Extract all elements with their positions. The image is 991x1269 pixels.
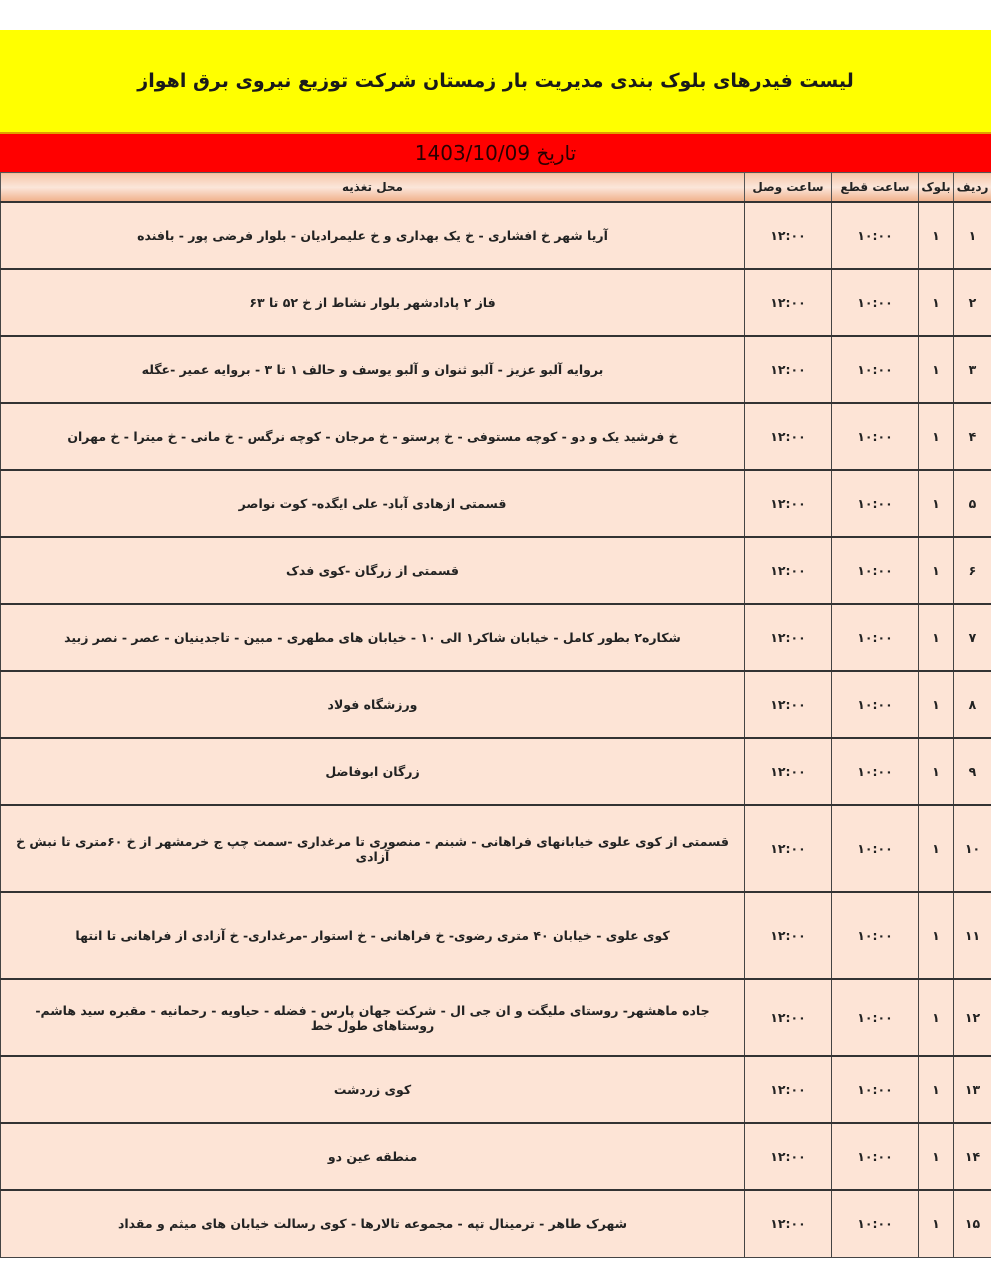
cell-block: ۱ (919, 269, 954, 336)
table-row (1, 1190, 991, 1257)
cell-row-number: ۱۳ (954, 1056, 991, 1123)
cell-cut-time: ۱۰:۰۰ (832, 202, 919, 269)
cell-cut-time: ۱۰:۰۰ (832, 269, 919, 336)
cell-cut-time: ۱۰:۰۰ (832, 738, 919, 805)
cell-connect-time: ۱۲:۰۰ (745, 537, 832, 604)
cell-row-number: ۱۱ (954, 892, 991, 979)
table-header-row (1, 173, 991, 203)
cell-connect-time: ۱۲:۰۰ (745, 979, 832, 1056)
cell-block: ۱ (919, 1190, 954, 1257)
cell-location: منطقه عین دو (1, 1123, 745, 1190)
cell-block: ۱ (919, 537, 954, 604)
cell-row-number: ۷ (954, 604, 991, 671)
cell-connect-time: ۱۲:۰۰ (745, 1123, 832, 1190)
table-row (1, 1123, 991, 1190)
title-banner (0, 30, 991, 132)
cell-location: ورزشگاه فولاد (1, 671, 745, 738)
cell-block: ۱ (919, 336, 954, 403)
cell-row-number: ۱۰ (954, 805, 991, 892)
cell-cut-time: ۱۰:۰۰ (832, 805, 919, 892)
cell-block: ۱ (919, 470, 954, 537)
header-block: بلوک (919, 173, 954, 203)
header-row-number: ردیف (954, 173, 991, 203)
cell-cut-time: ۱۰:۰۰ (832, 979, 919, 1056)
cell-cut-time: ۱۰:۰۰ (832, 671, 919, 738)
cell-cut-time: ۱۰:۰۰ (832, 403, 919, 470)
cell-connect-time: ۱۲:۰۰ (745, 604, 832, 671)
cell-connect-time: ۱۲:۰۰ (745, 738, 832, 805)
cell-cut-time: ۱۰:۰۰ (832, 537, 919, 604)
page-title: لیست فیدرهای بلوک بندی مدیریت بار زمستان شرکت توزیع نیروی برق اهواز (137, 70, 854, 92)
table-row (1, 604, 991, 671)
header-location: محل تغذیه (1, 173, 745, 203)
cell-location: قسمتی از زرگان -کوی فدک (1, 537, 745, 604)
table-row (1, 738, 991, 805)
cell-row-number: ۴ (954, 403, 991, 470)
cell-block: ۱ (919, 1056, 954, 1123)
cell-cut-time: ۱۰:۰۰ (832, 892, 919, 979)
date-label: تاریخ 1403/10/09 (414, 141, 577, 165)
table-row (1, 470, 991, 537)
cell-location: کوی علوی - خیابان ۴۰ متری رضوی- خ فراهانی - خ استوار -مرغداری- خ آزادی از فراهانی تا انتها (1, 892, 745, 979)
table-row (1, 805, 991, 892)
cell-cut-time: ۱۰:۰۰ (832, 1123, 919, 1190)
cell-location: قسمتی از کوی علوی خیابانهای فراهانی - شبنم - منصوری تا مرغداری -سمت چپ ج خرمشهر از خ ۶۰متری تا نبش خ آزادی (1, 805, 745, 892)
table-body (1, 202, 991, 1257)
cell-cut-time: ۱۰:۰۰ (832, 604, 919, 671)
cell-location: قسمتی ازهادی آباد- علی ایگده- کوت نواصر (1, 470, 745, 537)
cell-block: ۱ (919, 979, 954, 1056)
cell-block: ۱ (919, 202, 954, 269)
cell-row-number: ۶ (954, 537, 991, 604)
cell-row-number: ۵ (954, 470, 991, 537)
date-banner (0, 132, 991, 172)
cell-location: خ فرشید یک و دو - کوچه مستوفی - خ پرستو - خ مرجان - کوچه نرگس - خ مانی - خ میترا - خ مهران (1, 403, 745, 470)
table-row (1, 1056, 991, 1123)
cell-cut-time: ۱۰:۰۰ (832, 1056, 919, 1123)
cell-location: فاز ۲ پادادشهر بلوار نشاط از خ ۵۲ تا ۶۳ (1, 269, 745, 336)
cell-location: کوی زردشت (1, 1056, 745, 1123)
cell-block: ۱ (919, 671, 954, 738)
cell-block: ۱ (919, 738, 954, 805)
cell-location: جاده ماهشهر- روستای ملیگت و ان جی ال - شرکت جهان پارس - فضله - حیاویه - رحمانیه - مقبره سید هاشم- روستاهای طول خط (1, 979, 745, 1056)
cell-row-number: ۱ (954, 202, 991, 269)
table-row (1, 269, 991, 336)
header-cut-time: ساعت قطع (832, 173, 919, 203)
cell-connect-time: ۱۲:۰۰ (745, 805, 832, 892)
cell-location: زرگان ابوفاضل (1, 738, 745, 805)
cell-location: شکاره۲ بطور کامل - خیابان شاکر۱ الی ۱۰ - خیابان های مطهری - مبین - تاجدینیان - عصر - نصر زبید (1, 604, 745, 671)
cell-connect-time: ۱۲:۰۰ (745, 671, 832, 738)
cell-connect-time: ۱۲:۰۰ (745, 892, 832, 979)
cell-block: ۱ (919, 604, 954, 671)
header-connect-time: ساعت وصل (745, 173, 832, 203)
table-row (1, 336, 991, 403)
cell-cut-time: ۱۰:۰۰ (832, 336, 919, 403)
table-row (1, 892, 991, 979)
table-row (1, 202, 991, 269)
cell-connect-time: ۱۲:۰۰ (745, 202, 832, 269)
cell-location: بروایه آلبو عزیز - آلبو ثنوان و آلبو یوسف و حالف ۱ تا ۳ - بروایه عمیر -عگله (1, 336, 745, 403)
cell-cut-time: ۱۰:۰۰ (832, 470, 919, 537)
table-row (1, 671, 991, 738)
cell-row-number: ۳ (954, 336, 991, 403)
cell-block: ۱ (919, 403, 954, 470)
cell-location: آریا شهر خ افشاری - خ یک بهداری و خ علیمرادیان - بلوار فرضی پور - بافنده (1, 202, 745, 269)
cell-block: ۱ (919, 1123, 954, 1190)
cell-row-number: ۲ (954, 269, 991, 336)
cell-connect-time: ۱۲:۰۰ (745, 1056, 832, 1123)
cell-connect-time: ۱۲:۰۰ (745, 269, 832, 336)
cell-connect-time: ۱۲:۰۰ (745, 403, 832, 470)
cell-block: ۱ (919, 892, 954, 979)
cell-location: شهرک طاهر - ترمینال تپه - مجموعه تالارها - کوی رسالت خیابان های میثم و مقداد (1, 1190, 745, 1257)
feeder-schedule-table (0, 172, 991, 1258)
cell-connect-time: ۱۲:۰۰ (745, 1190, 832, 1257)
cell-connect-time: ۱۲:۰۰ (745, 336, 832, 403)
cell-connect-time: ۱۲:۰۰ (745, 470, 832, 537)
table-row (1, 979, 991, 1056)
cell-row-number: ۱۵ (954, 1190, 991, 1257)
cell-block: ۱ (919, 805, 954, 892)
cell-cut-time: ۱۰:۰۰ (832, 1190, 919, 1257)
cell-row-number: ۱۲ (954, 979, 991, 1056)
table-row (1, 537, 991, 604)
cell-row-number: ۹ (954, 738, 991, 805)
cell-row-number: ۱۴ (954, 1123, 991, 1190)
table-row (1, 403, 991, 470)
cell-row-number: ۸ (954, 671, 991, 738)
